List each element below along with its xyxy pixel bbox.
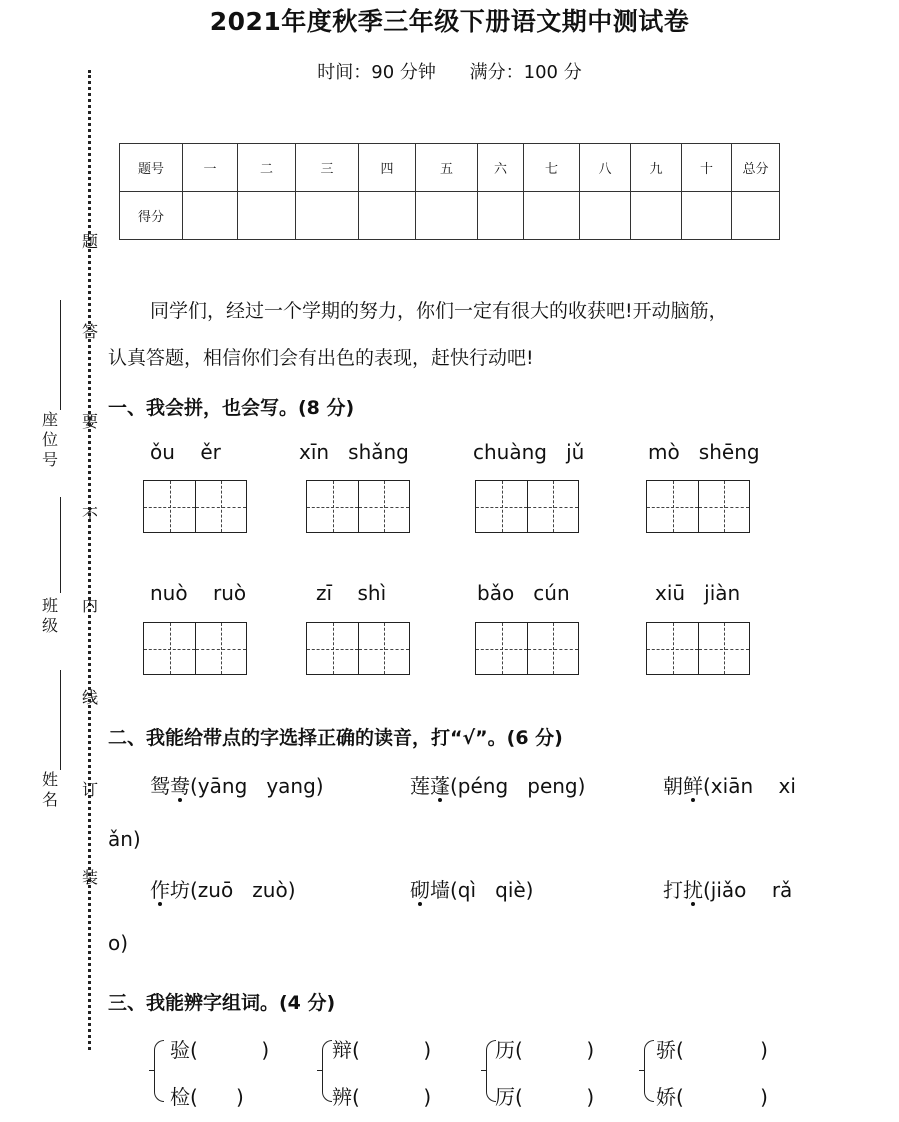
word-item[interactable]: 检( ) — [170, 1085, 244, 1109]
margin-char: 内 — [81, 596, 98, 615]
word-item[interactable]: 辨( ) — [332, 1085, 432, 1109]
pinyin: chuàng jǔ — [473, 440, 585, 464]
name-blank[interactable] — [60, 670, 61, 770]
score-table — [119, 143, 780, 240]
class-label: 班级 — [41, 596, 58, 635]
section-2-title: 二、我能给带点的字选择正确的读音，打“√”。(6 分) — [108, 727, 563, 749]
reading-item[interactable]: 莲蓬(péng peng) — [410, 774, 586, 798]
writing-grid[interactable] — [475, 480, 579, 533]
score-input-cell[interactable] — [296, 192, 359, 240]
reading-item-wrap: o) — [108, 931, 129, 955]
exam-time: 时间：90 分钟 — [317, 62, 436, 83]
margin-char: 题 — [81, 232, 98, 251]
table-row — [120, 192, 780, 240]
reading-item[interactable]: 朝鲜(xiān xi — [663, 774, 796, 798]
brace-icon — [322, 1040, 332, 1102]
table-row — [120, 144, 780, 192]
word-item[interactable]: 厉( ) — [495, 1085, 595, 1109]
pinyin: zī shì — [316, 581, 387, 605]
margin-char: 答 — [81, 322, 98, 341]
word-item[interactable]: 辩( ) — [332, 1038, 432, 1062]
pinyin: nuò ruò — [150, 581, 247, 605]
brace-icon — [154, 1040, 164, 1102]
pinyin: xiū jiàn — [655, 581, 741, 605]
reading-item-wrap: ǎn) — [108, 827, 141, 851]
section-3-title: 三、我能辨字组词。(4 分) — [108, 992, 336, 1014]
margin-char: 装 — [81, 868, 98, 887]
score-input-cell[interactable] — [732, 192, 780, 240]
table-cell: 九 — [631, 144, 682, 192]
writing-grid[interactable] — [306, 622, 410, 675]
pinyin: ǒu ěr — [150, 440, 221, 464]
table-cell: 十 — [682, 144, 732, 192]
table-cell: 题号 — [120, 144, 183, 192]
table-cell: 得分 — [120, 192, 183, 240]
table-cell: 四 — [359, 144, 416, 192]
name-label: 姓名 — [41, 770, 58, 809]
writing-grid[interactable] — [646, 622, 750, 675]
score-input-cell[interactable] — [524, 192, 580, 240]
score-input-cell[interactable] — [359, 192, 416, 240]
score-input-cell[interactable] — [478, 192, 524, 240]
table-cell: 三 — [296, 144, 359, 192]
word-item[interactable]: 验( ) — [170, 1038, 270, 1062]
score-input-cell[interactable] — [682, 192, 732, 240]
reading-item[interactable]: 砌墙(qì qiè) — [410, 878, 534, 902]
seat-blank[interactable] — [60, 300, 61, 410]
table-cell: 七 — [524, 144, 580, 192]
word-item[interactable]: 历( ) — [495, 1038, 595, 1062]
intro-line: 同学们，经过一个学期的努力，你们一定有很大的收获吧!开动脑筋， — [150, 300, 728, 322]
table-cell: 六 — [478, 144, 524, 192]
writing-grid[interactable] — [646, 480, 750, 533]
margin-char: 要 — [81, 412, 98, 431]
word-item[interactable]: 骄( ) — [656, 1038, 768, 1062]
reading-item[interactable]: 作坊(zuō zuò) — [150, 878, 296, 902]
table-cell: 五 — [416, 144, 478, 192]
table-cell: 二 — [238, 144, 296, 192]
intro-line: 认真答题，相信你们会有出色的表现，赶快行动吧! — [108, 347, 534, 369]
score-input-cell[interactable] — [631, 192, 682, 240]
seat-label: 座位号 — [41, 410, 58, 469]
table-cell: 总分 — [732, 144, 780, 192]
reading-item[interactable]: 鸳鸯(yāng yang) — [150, 774, 324, 798]
margin-char: 线 — [81, 688, 98, 707]
pinyin: mò shēng — [648, 440, 760, 464]
writing-grid[interactable] — [143, 480, 247, 533]
word-item[interactable]: 娇( ) — [656, 1085, 768, 1109]
binding-dotted-line — [88, 70, 91, 1050]
writing-grid[interactable] — [143, 622, 247, 675]
score-input-cell[interactable] — [580, 192, 631, 240]
table-cell: 八 — [580, 144, 631, 192]
score-input-cell[interactable] — [238, 192, 296, 240]
page-title: 2021年度秋季三年级下册语文期中测试卷 — [209, 7, 690, 36]
margin-char: 订 — [81, 780, 98, 799]
reading-item[interactable]: 打扰(jiǎo rǎ — [663, 878, 793, 902]
score-input-cell[interactable] — [183, 192, 238, 240]
exam-full-score: 满分：100 分 — [469, 62, 582, 83]
class-blank[interactable] — [60, 497, 61, 593]
writing-grid[interactable] — [306, 480, 410, 533]
pinyin: bǎo cún — [477, 581, 570, 605]
margin-char: 不 — [81, 505, 98, 524]
brace-icon — [644, 1040, 654, 1102]
pinyin: xīn shǎng — [299, 440, 409, 464]
exam-meta — [0, 58, 899, 84]
table-cell: 一 — [183, 144, 238, 192]
writing-grid[interactable] — [475, 622, 579, 675]
score-input-cell[interactable] — [416, 192, 478, 240]
section-1-title: 一、我会拼，也会写。(8 分) — [108, 397, 355, 419]
